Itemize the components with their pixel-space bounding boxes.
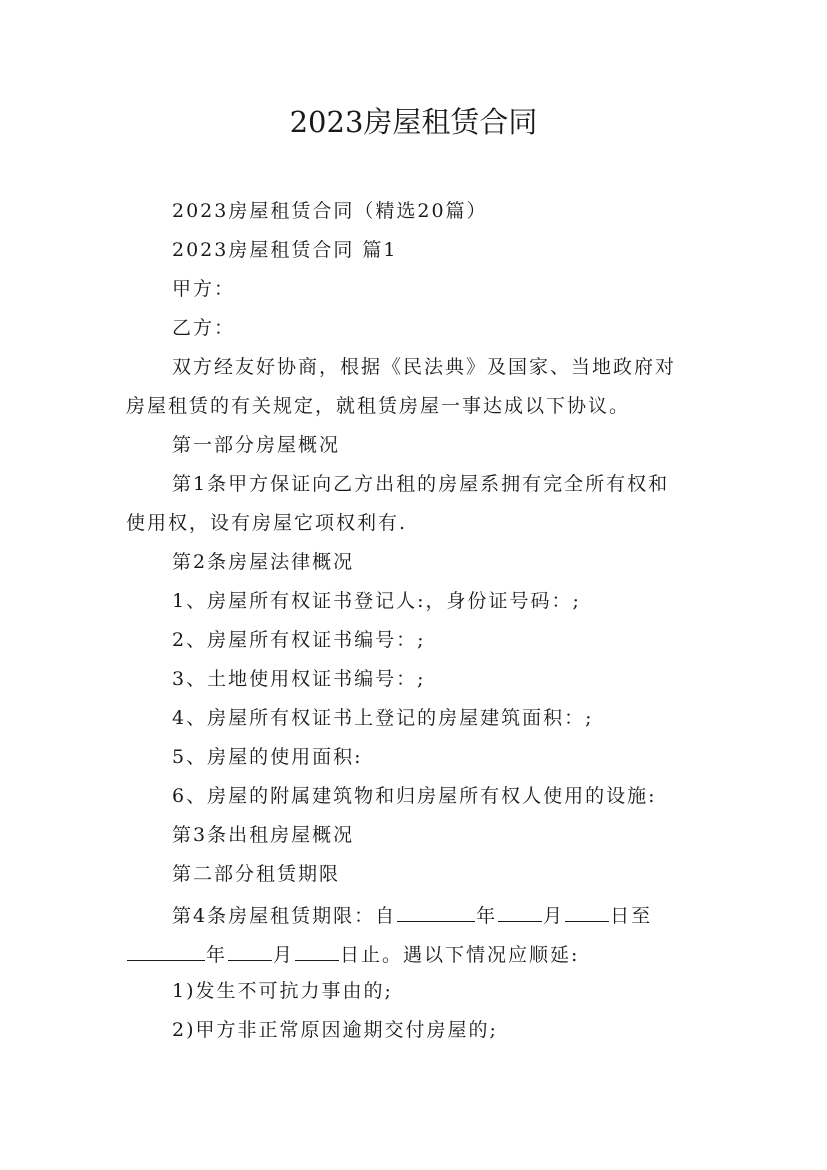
- year-label: 年: [476, 905, 498, 927]
- list-item: 2、房屋所有权证书编号：;: [172, 629, 426, 651]
- article-line: 第1条甲方保证向乙方出租的房屋系拥有完全所有权和: [172, 473, 670, 495]
- list-item: 3、土地使用权证书编号：;: [172, 668, 426, 690]
- document-subtitle: 2023房屋租赁合同（精选20篇）: [172, 200, 488, 222]
- day-blank: [295, 938, 339, 961]
- term-clause-line: [172, 899, 652, 930]
- paragraph-line: 房屋租赁的有关规定，就租赁房屋一事达成以下协议。: [126, 395, 631, 417]
- list-item: 6、房屋的附属建筑物和归房屋所有权人使用的设施:: [172, 785, 657, 807]
- article-heading: 第3条出租房屋概况: [172, 824, 355, 846]
- section-heading: 2023房屋租赁合同 篇1: [172, 239, 398, 261]
- list-item: 4、房屋所有权证书上登记的房屋建筑面积：;: [172, 707, 594, 729]
- month-label: 月: [543, 905, 565, 927]
- month-blank: [498, 899, 542, 922]
- day-blank: [565, 899, 609, 922]
- year-blank: [127, 938, 205, 961]
- list-item: 5、房屋的使用面积:: [172, 746, 363, 768]
- month-blank: [228, 938, 272, 961]
- year-blank: [397, 899, 475, 922]
- day-to-label: 日至: [610, 905, 653, 927]
- year-label: 年: [206, 944, 228, 966]
- term-clause-suffix: 日止。遇以下情况应顺延:: [340, 944, 580, 966]
- condition-item: 2)甲方非正常原因逾期交付房屋的;: [172, 1019, 498, 1041]
- part-heading: 第一部分房屋概况: [172, 434, 341, 456]
- party-a-line: 甲方：: [172, 278, 236, 300]
- document-title: 2023房屋租赁合同: [289, 105, 538, 139]
- term-clause-prefix: 第4条房屋租赁期限：自: [172, 905, 397, 927]
- list-item: 1、房屋所有权证书登记人:，身份证号码：;: [172, 590, 581, 612]
- party-b-line: 乙方：: [172, 317, 236, 339]
- condition-item: 1)发生不可抗力事由的;: [172, 980, 393, 1002]
- term-clause-line: [126, 938, 579, 969]
- part-heading: 第二部分租赁期限: [172, 863, 341, 885]
- month-label: 月: [273, 944, 295, 966]
- article-line: 使用权，设有房屋它项权利有.: [126, 512, 408, 534]
- paragraph-line: 双方经友好协商，根据《民法典》及国家、当地政府对: [172, 356, 677, 378]
- article-heading: 第2条房屋法律概况: [172, 551, 355, 573]
